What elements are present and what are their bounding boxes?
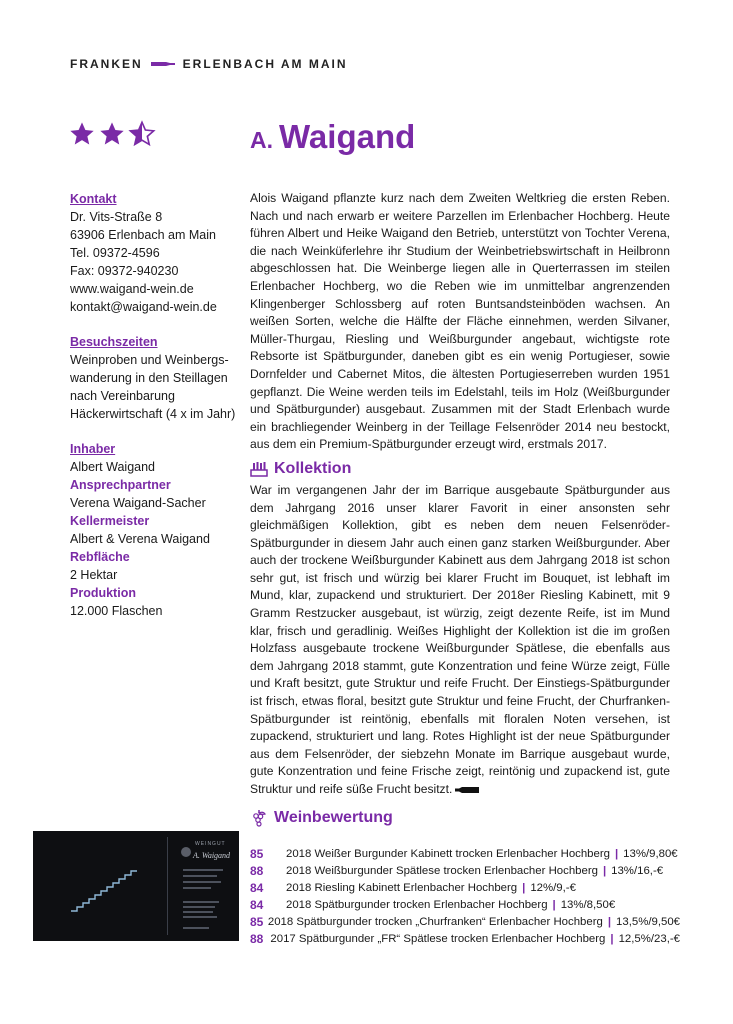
contact-phone: Tel. 09372-4596 <box>70 246 160 260</box>
separator-bar: | <box>614 847 619 860</box>
breadcrumb <box>70 57 348 71</box>
ratings-heading: Weinbewertung <box>274 808 393 826</box>
wine-score: 85 <box>250 914 264 929</box>
wine-score: 88 <box>250 931 264 946</box>
label-text-line <box>183 881 221 883</box>
label-brand: A. Waigand <box>193 851 231 860</box>
collection-paragraph <box>250 482 670 799</box>
grape-icon <box>250 809 268 827</box>
wine-name: 2018 Riesling Kabinett Erlenbacher Hochberg <box>286 881 518 894</box>
visit-heading: Besuchszeiten <box>70 335 158 349</box>
production-value: 12.000 Flaschen <box>70 604 163 618</box>
label-text-line <box>183 911 213 913</box>
contact-website[interactable]: www.waigand-wein.de <box>70 282 194 296</box>
facts-block <box>70 440 240 620</box>
wine-name: 2018 Weißburgunder Spätlese trocken Erlenbacher Hochberg <box>286 864 598 877</box>
wine-name: 2017 Spätburgunder „FR“ Spätlese trocken Erlenbacher Hochberg <box>270 932 606 945</box>
visit-block <box>70 333 240 423</box>
cellar-master-label: Kellermeister <box>70 514 150 528</box>
wine-price: 13%/9,80€ <box>623 847 678 860</box>
wine-score: 84 <box>250 897 264 912</box>
visit-line: Weinproben und Weinbergs- <box>70 353 229 367</box>
star-half-icon <box>128 120 156 148</box>
cellar-master-value: Albert & Verena Waigand <box>70 532 210 546</box>
visit-line: nach Vereinbarung <box>70 389 175 403</box>
staircase-graphic <box>33 831 167 941</box>
label-text-line <box>183 887 211 889</box>
separator-bar: | <box>602 864 607 877</box>
wine-name: 2018 Spätburgunder trocken „Churfranken“ Erlenbacher Hochberg <box>267 915 603 928</box>
wine-price: 12,5%/23,-€ <box>618 932 680 945</box>
collection-heading: Kollektion <box>274 459 352 477</box>
main-column <box>250 190 670 831</box>
wine-name: 2018 Weißer Burgunder Kabinett trocken Erlenbacher Hochberg <box>286 847 610 860</box>
wine-row <box>250 896 680 913</box>
wine-score: 84 <box>250 880 264 895</box>
separator-bar: | <box>522 881 526 894</box>
winery-title <box>250 118 415 156</box>
owner-label: Inhaber <box>70 442 116 456</box>
wine-score: 85 <box>250 846 264 861</box>
label-text-line <box>183 875 217 877</box>
contact-block <box>70 190 240 316</box>
wine-price: 12%/9,-€ <box>530 881 576 894</box>
label-fold-line <box>167 837 168 935</box>
label-text-line <box>183 916 217 918</box>
contact-fax: Fax: 09372-940230 <box>70 264 179 278</box>
vineyard-area-value: 2 Hektar <box>70 568 118 582</box>
contact-person-label: Ansprechpartner <box>70 478 171 492</box>
visit-line: Häckerwirtschaft (4 x im Jahr) <box>70 407 236 421</box>
separator-bar: | <box>607 915 612 928</box>
ratings-header <box>250 809 670 827</box>
sidebar <box>70 190 240 620</box>
vineyard-area-label: Rebfläche <box>70 550 130 564</box>
wine-price: 13%/16,-€ <box>611 864 664 877</box>
bottle-arrow-icon <box>151 60 175 68</box>
wine-ratings-list <box>250 845 680 947</box>
wine-row <box>250 913 680 930</box>
wine-row <box>250 930 680 947</box>
star-rating <box>68 120 156 148</box>
wine-crate-icon <box>250 461 268 477</box>
wine-row <box>250 845 680 862</box>
label-text-line <box>183 906 215 908</box>
production-label: Produktion <box>70 586 136 600</box>
wine-row <box>250 879 680 896</box>
collection-header <box>250 460 670 478</box>
separator-bar: | <box>610 932 614 945</box>
contact-street: Dr. Vits-Straße 8 <box>70 210 163 224</box>
crest-icon <box>181 847 191 857</box>
label-text-line <box>183 901 219 903</box>
label-brand-top: WEINGUT <box>195 841 226 847</box>
collection-text: War im vergangenen Jahr der im Barrique ausgebaute Spätburgunder aus dem Jahrgang 2016 unser klarer Favorit in einer ansonsten sehr gleichmäßigen Kollektion, gibt es neben dem neuen Felsenröder-Spätburgunder in diesem Jahr auch einen ganz starken Weißburgunder. Aber auch der trockene Weißburgunder Kabinett aus dem Jahrgang 2018 ist schon sehr gut, ist frisch und würzig bei klarer Frucht im Bouquet, ist lebhaft im Mund, klar, zupackend und strukturiert. Der 2018er Riesling Kabinett, mit 9 Gramm Restzucker ausgebaut, ist würzig, zeigt dezente Reife, ist im Mund klar, frisch und geradlinig. Weißes Highlight der Kollektion ist die im großen Holzfass ausgebaute trockene Weißburgunder Spätlese, die ebenfalls aus dem Jahrgang 2018 stammt, gute Konzentration und feine Würze zeigt, Fülle und Kraft besitzt, gute Struktur und reife Frucht. Der Einstiegs-Spätburgunder ist frisch, etwas floral, besitzt gute Struktur und feine Frucht, der Churfranken-Spätburgunder ist reintönig, ebenfalls mit floralen Noten versehen, ist zupackend, strukturiert und lang. Rotes Highlight ist der neue Spätburgunder aus dem Felsenröder, der siebzehn Monate im Barrique ausgebaut wurde, gute Konzentration und feine Frische zeigt, reintönig und zupackend ist, gute Struktur und reife süße Frucht besitzt. <box>250 482 670 796</box>
wine-row <box>250 862 680 879</box>
wine-price: 13%/8,50€ <box>560 898 616 911</box>
breadcrumb-region: FRANKEN <box>70 57 143 71</box>
wine-price: 13,5%/9,50€ <box>616 915 680 928</box>
contact-city: 63906 Erlenbach am Main <box>70 228 216 242</box>
owner-value: Albert Waigand <box>70 460 155 474</box>
separator-bar: | <box>552 898 556 911</box>
label-text-line <box>183 927 209 929</box>
bottle-end-icon <box>455 787 479 793</box>
label-text-line <box>183 869 223 871</box>
star-full-icon <box>68 120 96 148</box>
intro-paragraph: Alois Waigand pflanzte kurz nach dem Zweiten Weltkrieg die ersten Reben. Nach und nach erwarb er weitere Parzellen im Erlenbacher Hochberg. Heute führen Albert und Heike Waigand den Betrieb, unterstützt von Tochter Verena, die nach Weinküferlehre ihr Studium der Weinbetriebswirtschaft in Heilbronn abgeschlossen hat. Die Weinberge liegen alle in Querterrassen im steilen Erlenbacher Hochberg, wo die Reben wie im unmittelbar angrenzenden Klingenberger Schlossberg auf roten Buntsandsteinböden wachsen. An weißen Sorten, welche die Hälfte der Fläche einnehmen, werden Silvaner, Müller-Thurgau, Riesling und Weißburgunder angebaut, wichtigste rote Rebsorte ist Spätburgunder, daneben gibt es ein wenig Portugieser, sowie Dornfelder und Cabernet Mitos, die ältesten Portugieserreben wurden 1951 gepflanzt. Die Weine werden teils im Edelstahl, teils im Holz (Weißburgunder und Spätburgunder) ausgebaut. Zusammen mit der Stadt Erlenbach wurde ein brachliegender Weinberg in der Teillage Felsenröder 2014 neu bestockt, aus dem ein Premium-Spätburgunder erzeugt wird, erstmals 2017. <box>250 191 670 452</box>
visit-line: wanderung in den Steillagen <box>70 371 228 385</box>
contact-heading: Kontakt <box>70 192 117 206</box>
winery-name: Waigand <box>279 118 416 155</box>
contact-email[interactable]: kontakt@waigand-wein.de <box>70 300 217 314</box>
contact-person-value: Verena Waigand-Sacher <box>70 496 206 510</box>
winery-initial: A. <box>250 127 273 153</box>
star-full-icon <box>98 120 126 148</box>
breadcrumb-place: ERLENBACH AM MAIN <box>182 57 348 71</box>
wine-score: 88 <box>250 863 264 878</box>
wine-name: 2018 Spätburgunder trocken Erlenbacher Hochberg <box>286 898 548 911</box>
wine-label-image <box>33 831 239 941</box>
